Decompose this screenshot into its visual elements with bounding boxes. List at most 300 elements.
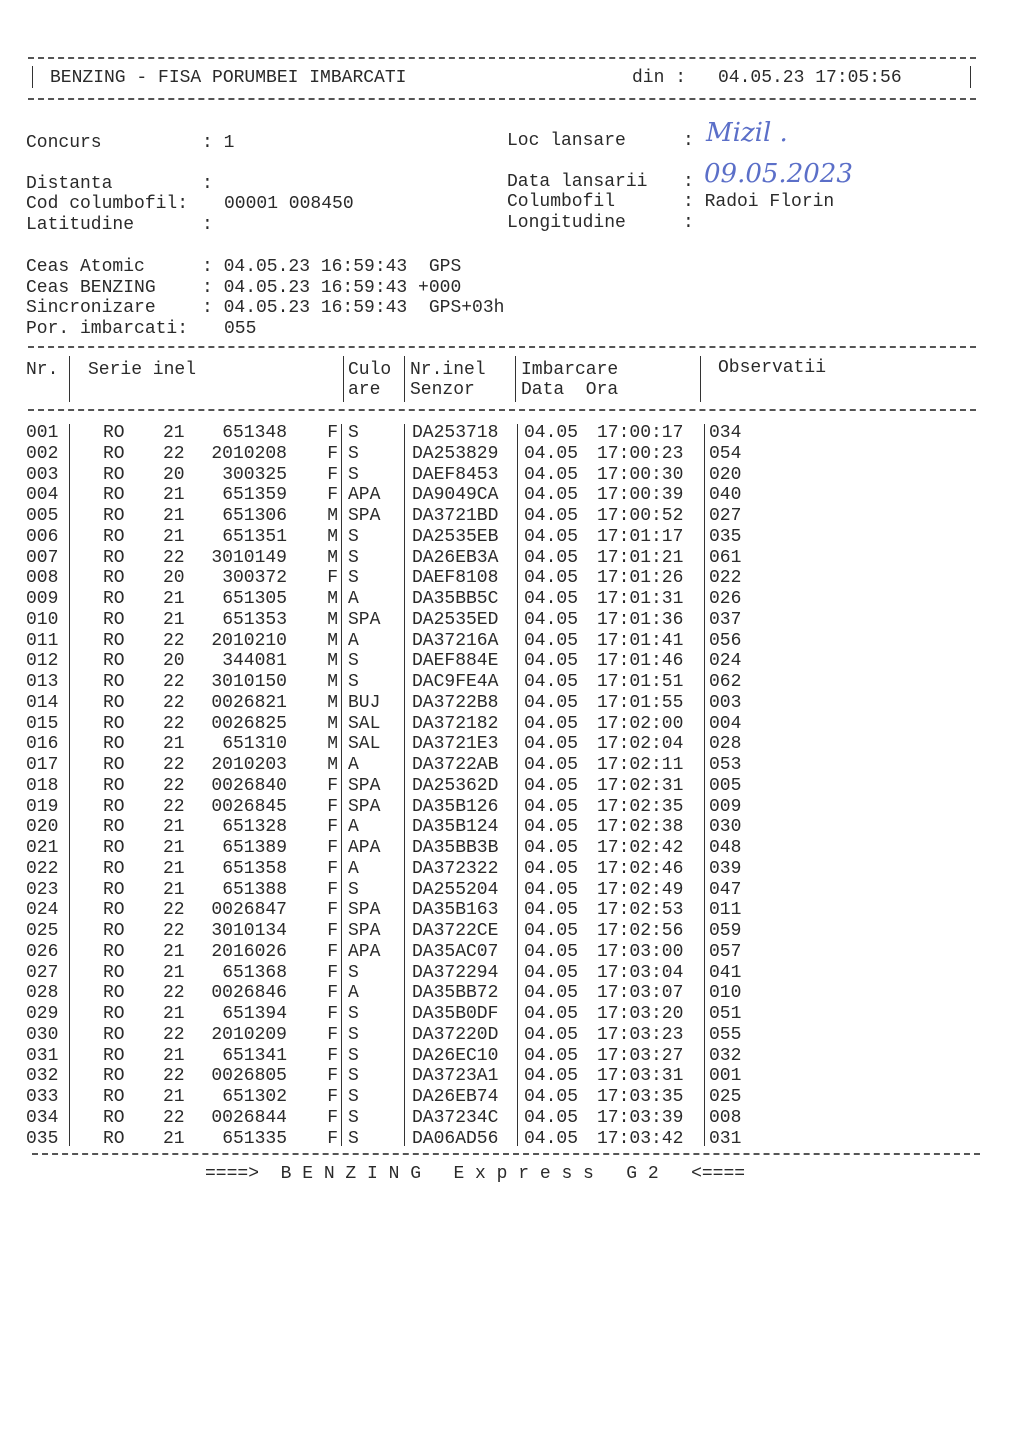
cell-data: 04.05 [524,1128,579,1149]
cell-senzor: DA35B124 [412,817,499,838]
cell-ora: 17:01:36 [597,609,684,630]
columbofil-value: : Radoi Florin [683,192,835,212]
cell-tara: RO [103,734,125,755]
cell-culoare: S [348,464,359,485]
cell-senzor: DA35B126 [412,796,499,817]
cell-sex: F [327,464,338,485]
cell-an: 21 [163,817,185,838]
cell-senzor: DA35AC07 [412,941,499,962]
concurs-value: : 1 [202,133,235,153]
loc-lansare-label: Loc lansare [507,131,626,151]
cell-data: 04.05 [524,1066,579,1087]
table-row [0,714,1024,734]
cell-data: 04.05 [524,1024,579,1045]
cell-data: 04.05 [524,609,579,630]
cell-an: 21 [163,1004,185,1024]
cell-an: 21 [163,858,185,879]
cell-senzor: DA372182 [412,713,499,734]
cell-ora: 17:03:07 [597,983,684,1004]
cell-culoare: S [348,547,359,568]
cell-numar: 651310 [222,734,287,755]
concurs-label: Concurs [26,133,102,153]
cell-nr: 018 [26,775,59,796]
cell-an: 21 [163,734,185,755]
cell-culoare: SPA [348,900,381,921]
cell-an: 22 [163,672,185,692]
sincronizare-label: Sincronizare [26,298,156,318]
cell-data: 04.05 [524,547,579,568]
table-row [0,817,1024,837]
table-row [0,651,1024,671]
cell-culoare: APA [348,485,381,506]
ceas-benzing-value: : 04.05.23 16:59:43 +000 [202,278,462,298]
cell-sex: M [327,692,338,713]
cell-culoare: S [348,568,359,589]
document-title: BENZING - FISA PORUMBEI IMBARCATI [50,68,407,88]
cod-columbofil-label: Cod columbofil: [26,194,189,214]
cell-obs: 040 [709,485,742,506]
cell-culoare: A [348,589,359,609]
cell-data: 04.05 [524,796,579,817]
sincronizare-value: : 04.05.23 16:59:43 GPS+03h [202,298,505,318]
cell-tara: RO [103,838,125,858]
cell-an: 22 [163,713,185,734]
col-header-divider-4 [515,356,516,402]
cell-ora: 17:02:04 [597,734,684,755]
cell-senzor: DA372322 [412,858,499,879]
cod-columbofil-value: 00001 008450 [224,194,354,214]
table-row [0,1066,1024,1086]
cell-tara: RO [103,568,125,589]
cell-culoare: S [348,443,359,464]
table-row [0,900,1024,920]
cell-numar: 651351 [222,526,287,547]
table-row [0,983,1024,1003]
cell-tara: RO [103,630,125,651]
table-bottom-dashed-line [32,1153,980,1155]
cell-data: 04.05 [524,838,579,858]
cell-data: 04.05 [524,1004,579,1024]
table-row [0,548,1024,568]
data-lansarii-handwritten: 09.05.2023 [704,159,853,189]
cell-culoare: APA [348,838,381,858]
table-row [0,921,1024,941]
cell-data: 04.05 [524,879,579,900]
cell-sex: M [327,713,338,734]
cell-nr: 020 [26,817,59,838]
table-row [0,527,1024,547]
cell-numar: 344081 [222,651,287,672]
col-header-divider-1 [69,356,70,402]
cell-obs: 024 [709,651,742,672]
cell-numar: 2010203 [211,755,287,775]
cell-senzor: DA9049CA [412,485,499,506]
cell-data: 04.05 [524,775,579,796]
cell-ora: 17:01:41 [597,630,684,651]
latitudine-label: Latitudine [26,215,135,235]
table-row [0,589,1024,609]
body-divider-observatii [704,424,705,1146]
latitudine-value: : [202,215,213,235]
loc-lansare-handwritten: Mizil . [706,118,788,148]
cell-ora: 17:02:11 [597,755,684,775]
cell-numar: 651368 [222,962,287,983]
table-row [0,859,1024,879]
cell-an: 22 [163,900,185,921]
cell-data: 04.05 [524,672,579,692]
cell-obs: 053 [709,755,742,775]
cell-numar: 0026840 [211,775,287,796]
table-row [0,1004,1024,1024]
cell-numar: 0026844 [211,1107,287,1128]
distanta-label: Distanta [26,174,113,194]
din-value: 04.05.23 17:05:56 [718,68,902,88]
col-header-are: are [348,380,381,400]
cell-nr: 032 [26,1066,59,1087]
cell-numar: 651341 [222,1045,287,1066]
cell-numar: 2010208 [211,443,287,464]
footer-branding: ====> B E N Z I N G E x p r e s s G 2 <==== [205,1164,746,1184]
cell-sex: F [327,879,338,900]
cell-numar: 0026846 [211,983,287,1004]
cell-sex: F [327,1128,338,1149]
cell-nr: 015 [26,713,59,734]
cell-ora: 17:02:38 [597,817,684,838]
cell-ora: 17:02:56 [597,921,684,941]
longitudine-label: Longitudine [507,213,626,233]
cell-senzor: DA2535ED [412,609,499,630]
cell-data: 04.05 [524,858,579,879]
cell-culoare: A [348,755,359,775]
cell-tara: RO [103,921,125,941]
cell-data: 04.05 [524,1107,579,1128]
cell-data: 04.05 [524,568,579,589]
body-divider-culoare [341,424,342,1146]
cell-senzor: DA3721BD [412,506,499,526]
cell-obs: 022 [709,568,742,589]
cell-tara: RO [103,547,125,568]
cell-data: 04.05 [524,962,579,983]
table-row [0,1087,1024,1107]
cell-tara: RO [103,1045,125,1066]
cell-ora: 17:03:23 [597,1024,684,1045]
cell-an: 21 [163,879,185,900]
cell-tara: RO [103,713,125,734]
cell-nr: 024 [26,900,59,921]
cell-obs: 057 [709,941,742,962]
din-label: din : [632,68,687,88]
cell-tara: RO [103,443,125,464]
cell-sex: F [327,921,338,941]
cell-sex: F [327,443,338,464]
cell-senzor: DA2535EB [412,526,499,547]
cell-tara: RO [103,900,125,921]
cell-nr: 011 [26,630,59,651]
cell-numar: 0026845 [211,796,287,817]
cell-senzor: DA35BB5C [412,589,499,609]
cell-obs: 010 [709,983,742,1004]
table-row [0,423,1024,443]
cell-data: 04.05 [524,755,579,775]
cell-data: 04.05 [524,941,579,962]
cell-nr: 002 [26,443,59,464]
cell-ora: 17:00:17 [597,423,684,443]
cell-sex: F [327,796,338,817]
col-header-divider-5 [700,356,701,402]
cell-ora: 17:02:00 [597,713,684,734]
cell-numar: 3010134 [211,921,287,941]
cell-ora: 17:03:20 [597,1004,684,1024]
cell-sex: F [327,858,338,879]
cell-an: 21 [163,526,185,547]
cell-sex: M [327,547,338,568]
col-header-culo: Culo [348,360,392,380]
cell-an: 22 [163,796,185,817]
cell-culoare: S [348,1107,359,1128]
cell-culoare: S [348,1004,359,1024]
cell-numar: 651358 [222,858,287,879]
cell-nr: 010 [26,609,59,630]
cell-ora: 17:03:39 [597,1107,684,1128]
cell-culoare: S [348,1045,359,1066]
cell-sex: F [327,900,338,921]
cell-an: 21 [163,1087,185,1107]
cell-obs: 020 [709,464,742,485]
cell-nr: 023 [26,879,59,900]
cell-sex: F [327,1066,338,1087]
data-lansarii-label: Data lansarii [507,172,648,192]
cell-ora: 17:02:42 [597,838,684,858]
cell-nr: 030 [26,1024,59,1045]
col-header-observatii: Observatii [718,358,827,378]
cell-obs: 059 [709,921,742,941]
cell-senzor: DA3722B8 [412,692,499,713]
cell-obs: 031 [709,1128,742,1149]
cell-ora: 17:03:00 [597,941,684,962]
cell-obs: 035 [709,526,742,547]
cell-sex: M [327,672,338,692]
cell-culoare: SPA [348,775,381,796]
cell-numar: 2010210 [211,630,287,651]
cell-ora: 17:01:55 [597,692,684,713]
cell-sex: F [327,838,338,858]
cell-obs: 034 [709,423,742,443]
cell-tara: RO [103,1024,125,1045]
cell-culoare: S [348,423,359,443]
table-row [0,734,1024,754]
cell-nr: 022 [26,858,59,879]
cell-numar: 651353 [222,609,287,630]
cell-an: 21 [163,589,185,609]
cell-ora: 17:03:27 [597,1045,684,1066]
cell-an: 22 [163,755,185,775]
cell-senzor: DAEF8453 [412,464,499,485]
table-row [0,880,1024,900]
cell-tara: RO [103,526,125,547]
cell-an: 21 [163,609,185,630]
table-row [0,485,1024,505]
cell-senzor: DA3723A1 [412,1066,499,1087]
cell-senzor: DA372294 [412,962,499,983]
longitudine-value: : [683,213,694,233]
cell-nr: 021 [26,838,59,858]
table-row [0,755,1024,775]
cell-numar: 0026847 [211,900,287,921]
col-header-senzor: Senzor [410,380,475,400]
cell-an: 21 [163,838,185,858]
cell-sex: M [327,506,338,526]
col-header-imbarcare: Imbarcare [521,360,619,380]
cell-numar: 300325 [222,464,287,485]
cell-data: 04.05 [524,651,579,672]
cell-culoare: SPA [348,796,381,817]
cell-sex: F [327,485,338,506]
cell-senzor: DA37216A [412,630,499,651]
cell-culoare: A [348,630,359,651]
cell-sex: F [327,1087,338,1107]
cell-sex: M [327,651,338,672]
cell-obs: 041 [709,962,742,983]
table-header-bottom-dashed-line [28,409,976,411]
cell-an: 22 [163,443,185,464]
cell-data: 04.05 [524,443,579,464]
cell-ora: 17:02:46 [597,858,684,879]
cell-an: 21 [163,962,185,983]
cell-culoare: A [348,858,359,879]
cell-numar: 651328 [222,817,287,838]
body-divider-nr [69,424,70,1146]
cell-tara: RO [103,651,125,672]
cell-tara: RO [103,1004,125,1024]
cell-nr: 008 [26,568,59,589]
cell-obs: 011 [709,900,742,921]
cell-sex: F [327,1045,338,1066]
ceas-atomic-label: Ceas Atomic [26,257,145,277]
cell-culoare: S [348,1128,359,1149]
cell-culoare: S [348,651,359,672]
cell-tara: RO [103,672,125,692]
cell-senzor: DA3722AB [412,755,499,775]
table-row [0,942,1024,962]
cell-nr: 016 [26,734,59,755]
cell-tara: RO [103,817,125,838]
cell-senzor: DA06AD56 [412,1128,499,1149]
table-row [0,1108,1024,1128]
cell-senzor: DA3722CE [412,921,499,941]
cell-an: 22 [163,692,185,713]
body-divider-imbarcare [517,424,518,1146]
cell-numar: 651305 [222,589,287,609]
cell-tara: RO [103,775,125,796]
cell-ora: 17:01:31 [597,589,684,609]
table-row [0,465,1024,485]
cell-tara: RO [103,692,125,713]
cell-an: 21 [163,506,185,526]
cell-obs: 055 [709,1024,742,1045]
cell-senzor: DA26EB3A [412,547,499,568]
cell-nr: 004 [26,485,59,506]
cell-ora: 17:01:51 [597,672,684,692]
cell-senzor: DA35B0DF [412,1004,499,1024]
table-row [0,797,1024,817]
cell-tara: RO [103,1066,125,1087]
col-header-nr: Nr. [26,360,59,380]
cell-obs: 004 [709,713,742,734]
cell-nr: 012 [26,651,59,672]
cell-tara: RO [103,1107,125,1128]
col-header-data-ora: Data Ora [521,380,619,400]
cell-numar: 0026821 [211,692,287,713]
cell-ora: 17:00:39 [597,485,684,506]
cell-senzor: DA253829 [412,443,499,464]
cell-tara: RO [103,1128,125,1149]
cell-data: 04.05 [524,630,579,651]
cell-numar: 0026805 [211,1066,287,1087]
cell-obs: 047 [709,879,742,900]
col-header-serie: Serie inel [88,360,197,380]
cell-nr: 033 [26,1087,59,1107]
cell-tara: RO [103,879,125,900]
cell-an: 22 [163,775,185,796]
cell-senzor: DA3721E3 [412,734,499,755]
cell-obs: 008 [709,1107,742,1128]
cell-an: 21 [163,1045,185,1066]
cell-numar: 2010209 [211,1024,287,1045]
cell-nr: 007 [26,547,59,568]
col-header-divider-2 [343,356,344,402]
cell-sex: F [327,1107,338,1128]
table-row [0,631,1024,651]
cell-nr: 031 [26,1045,59,1066]
cell-culoare: S [348,672,359,692]
cell-tara: RO [103,609,125,630]
cell-culoare: S [348,1066,359,1087]
cell-nr: 013 [26,672,59,692]
table-row [0,444,1024,464]
cell-culoare: SPA [348,506,381,526]
data-lansarii-sep: : [683,172,694,192]
cell-data: 04.05 [524,1087,579,1107]
cell-ora: 17:01:17 [597,526,684,547]
cell-numar: 300372 [222,568,287,589]
cell-obs: 028 [709,734,742,755]
cell-tara: RO [103,506,125,526]
cell-sex: M [327,526,338,547]
cell-an: 22 [163,630,185,651]
cell-sex: M [327,755,338,775]
cell-senzor: DA255204 [412,879,499,900]
cell-data: 04.05 [524,734,579,755]
cell-senzor: DA35BB72 [412,983,499,1004]
cell-numar: 651335 [222,1128,287,1149]
header-left-bar [32,66,33,88]
cell-sex: F [327,1004,338,1024]
header-right-bar [970,66,971,88]
columbofil-label: Columbofil [507,192,616,212]
cell-culoare: S [348,1087,359,1107]
cell-obs: 039 [709,858,742,879]
cell-data: 04.05 [524,983,579,1004]
ceas-benzing-label: Ceas BENZING [26,278,156,298]
cell-nr: 028 [26,983,59,1004]
cell-obs: 027 [709,506,742,526]
cell-data: 04.05 [524,464,579,485]
cell-senzor: DAEF8108 [412,568,499,589]
cell-nr: 025 [26,921,59,941]
cell-numar: 3010150 [211,672,287,692]
cell-obs: 001 [709,1066,742,1087]
cell-an: 20 [163,651,185,672]
